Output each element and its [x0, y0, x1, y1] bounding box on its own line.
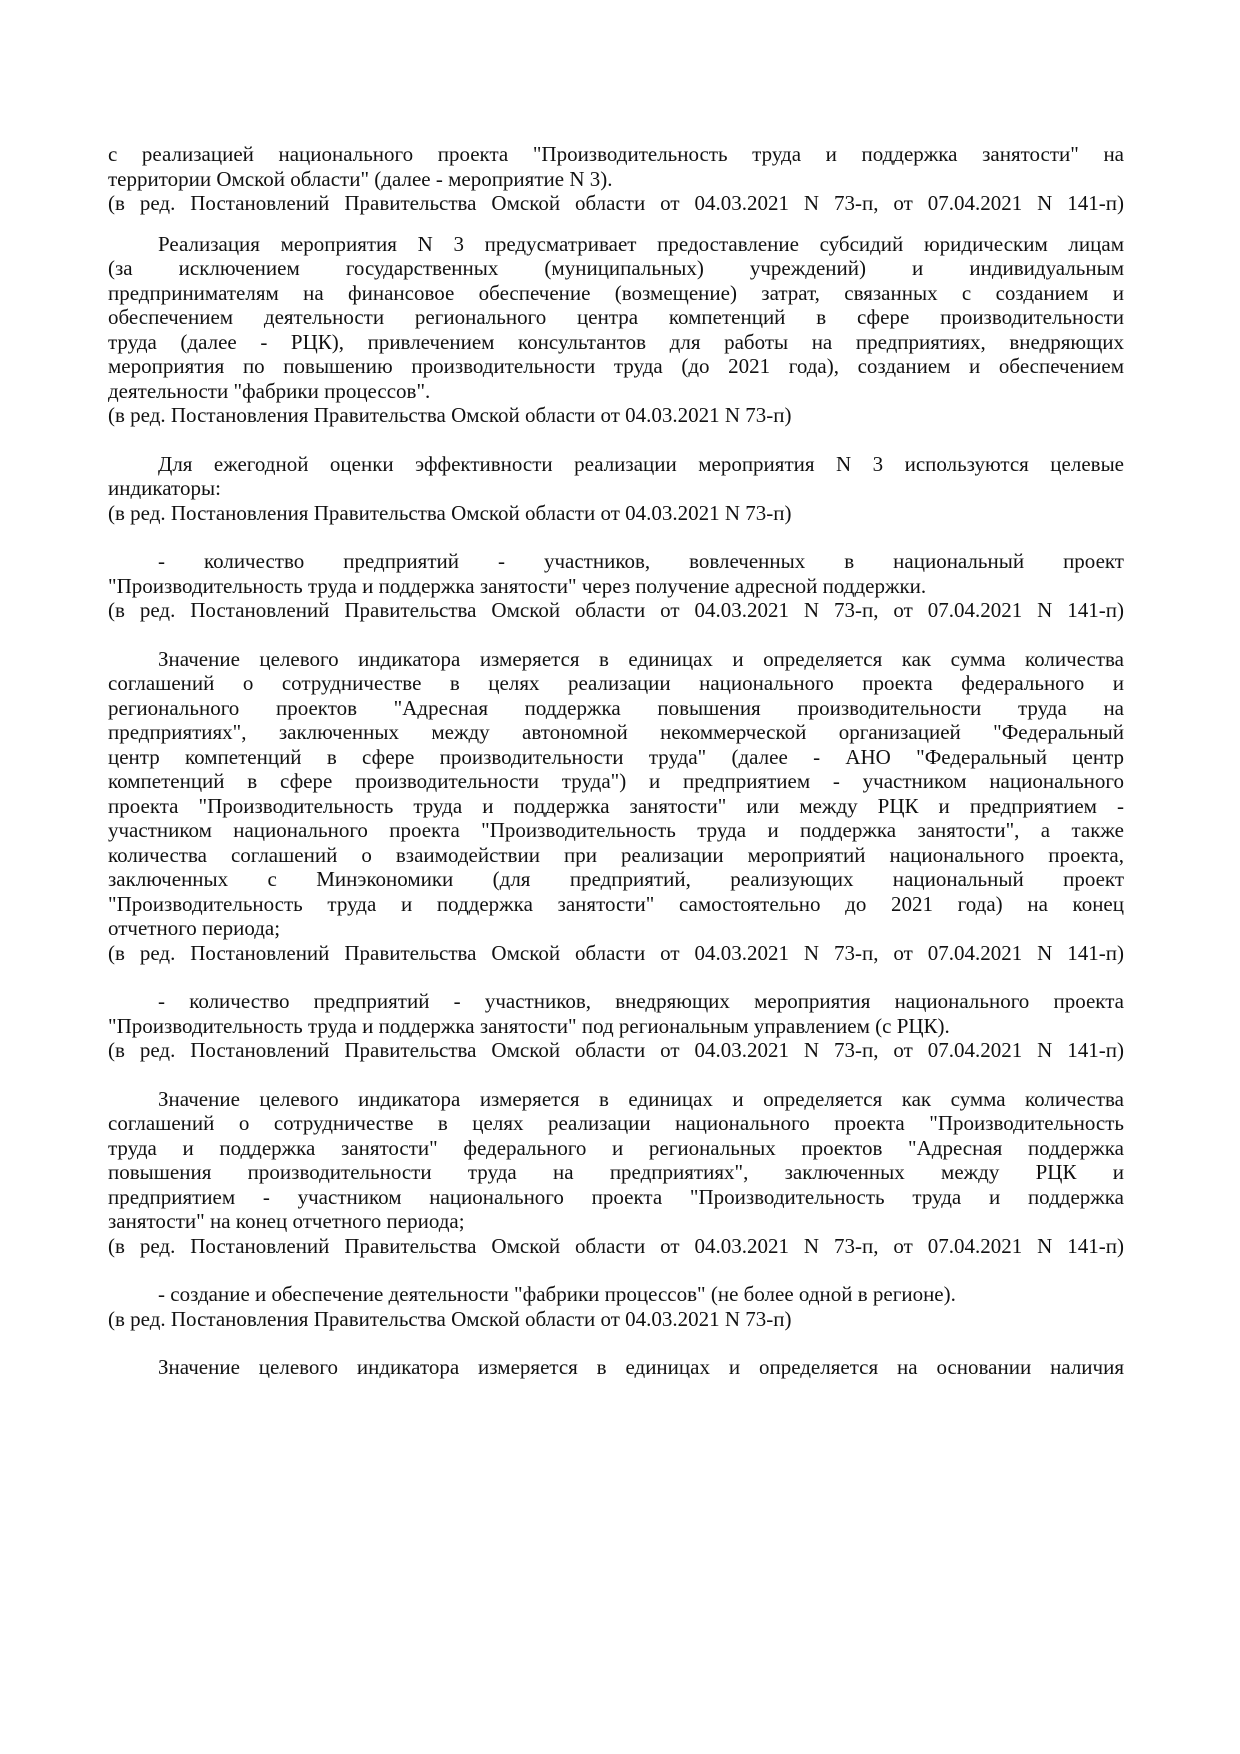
- text-line: предприятием - участником национального проекта "Производительность труда и поддержка: [108, 1184, 1124, 1209]
- paragraph-event-3-implementation: [108, 232, 1124, 428]
- indicator-enterprises-involved: [108, 549, 1124, 623]
- text-line: регионального проектов "Адресная поддержка повышения производительности труда на: [108, 695, 1124, 720]
- text-line: центр компетенций в сфере производительности труда" (далее - АНО "Федеральный центр: [108, 744, 1124, 769]
- text-line: Для ежегодной оценки эффективности реализации мероприятия N 3 используются целевые: [158, 451, 1124, 476]
- text-line: "Производительность труда и поддержка занятости" через получение адресной поддержки.: [108, 573, 927, 598]
- text-line: индикаторы:: [108, 476, 221, 500]
- text-line: Значение целевого индикатора измеряется в единицах и определяется на основании наличия: [158, 1355, 1124, 1379]
- text-line: территории Омской области" (далее - мероприятие N 3).: [108, 166, 613, 191]
- text-line: повышения производительности труда на предприятиях", заключенных между РЦК и: [108, 1160, 1124, 1184]
- paragraph-event-3-definition: [108, 142, 1124, 216]
- text-line: соглашений о сотрудничестве в целях реализации национального проекта "Производительность: [108, 1111, 1124, 1135]
- text-line: Значение целевого индикатора измеряется в единицах и определяется как сумма количества: [158, 1086, 1124, 1111]
- text-line: предпринимателям на финансовое обеспечение (возмещение) затрат, связанных с созданием и: [108, 280, 1124, 305]
- text-line: мероприятия по повышению производительности труда (до 2021 года), созданием и обеспечением: [108, 354, 1124, 378]
- amendment-note: (в ред. Постановлений Правительства Омской области от 04.03.2021 N 73-п, от 07.04.2021 N 141-п): [108, 1038, 1124, 1062]
- text-line: проекта "Производительность труда и поддержка занятости" или между РЦК и предприятием -: [108, 793, 1124, 818]
- amendment-note: (в ред. Постановления Правительства Омской области от 04.03.2021 N 73-п): [108, 500, 792, 525]
- amendment-note: (в ред. Постановлений Правительства Омской области от 04.03.2021 N 73-п, от 07.04.2021 N 141-п): [108, 598, 1124, 622]
- amendment-note: (в ред. Постановления Правительства Омской области от 04.03.2021 N 73-п): [108, 403, 792, 427]
- amendment-note: (в ред. Постановлений Правительства Омской области от 04.03.2021 N 73-п, от 07.04.2021 N 141-п): [108, 940, 1124, 965]
- text-line: с реализацией национального проекта "Производительность труда и поддержка занятости" на: [108, 142, 1124, 166]
- text-line: участником национального проекта "Производительность труда и поддержка занятости", а также: [108, 818, 1124, 842]
- indicator-process-factory: [108, 1282, 1124, 1331]
- text-line: труда и поддержка занятости" федерального и региональных проектов "Адресная поддержка: [108, 1135, 1124, 1160]
- text-line: соглашений о сотрудничестве в целях реализации национального проекта федерального и: [108, 671, 1124, 695]
- indicator-value-definition-2: [108, 1087, 1124, 1259]
- text-line: - количество предприятий - участников, вовлеченных в национальный проект: [158, 549, 1124, 573]
- document-page: [108, 142, 1124, 1404]
- paragraph-target-indicators: [108, 452, 1124, 526]
- amendment-note: (в ред. Постановлений Правительства Омской области от 04.03.2021 N 73-п, от 07.04.2021 N 141-п): [108, 1233, 1124, 1258]
- text-line: Реализация мероприятия N 3 предусматривает предоставление субсидий юридическим лицам: [158, 231, 1124, 256]
- text-line: деятельности "фабрики процессов".: [108, 378, 431, 403]
- text-line: обеспечением деятельности регионального центра компетенций в сфере производительности: [108, 305, 1124, 329]
- indicator-value-definition-3: [108, 1355, 1124, 1380]
- text-line: Значение целевого индикатора измеряется в единицах и определяется как сумма количества: [158, 646, 1124, 671]
- text-line: предприятиях", заключенных между автономной некоммерческой организацией "Федеральный: [108, 720, 1124, 744]
- text-line: - количество предприятий - участников, внедряющих мероприятия национального проекта: [158, 989, 1124, 1013]
- text-line: "Производительность труда и поддержка занятости" под региональным управлением (с РЦК).: [108, 1013, 950, 1038]
- text-line: "Производительность труда и поддержка занятости" самостоятельно до 2021 года) на конец: [108, 891, 1124, 916]
- text-line: количества соглашений о взаимодействии при реализации мероприятий национального проекта,: [108, 842, 1124, 867]
- amendment-note: (в ред. Постановления Правительства Омской области от 04.03.2021 N 73-п): [108, 1306, 792, 1331]
- amendment-note: (в ред. Постановлений Правительства Омской области от 04.03.2021 N 73-п, от 07.04.2021 N 141-п): [108, 191, 1124, 215]
- text-line: (за исключением государственных (муниципальных) учреждений) и индивидуальным: [108, 256, 1124, 280]
- text-line: занятости" на конец отчетного периода;: [108, 1209, 465, 1233]
- text-line: - создание и обеспечение деятельности "фабрики процессов" (не более одной в регионе).: [158, 1282, 956, 1306]
- text-line: заключенных с Минэкономики (для предприятий, реализующих национальный проект: [108, 867, 1124, 891]
- text-line: труда (далее - РЦК), привлечением консультантов для работы на предприятиях, внедряющих: [108, 329, 1124, 354]
- indicator-value-definition-1: [108, 647, 1124, 966]
- text-line: компетенций в сфере производительности труда") и предприятием - участником национального: [108, 769, 1124, 793]
- indicator-enterprises-regional: [108, 989, 1124, 1063]
- text-line: отчетного периода;: [108, 916, 281, 940]
